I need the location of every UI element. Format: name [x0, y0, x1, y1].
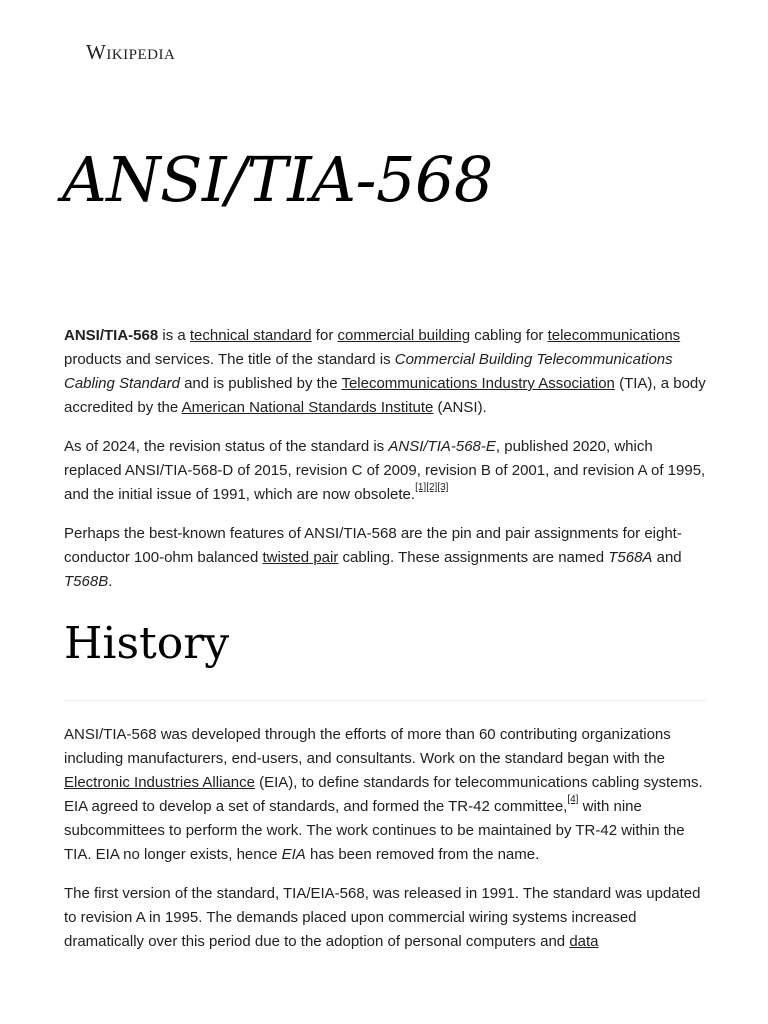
citation-group [415, 482, 448, 493]
text-span: (EIA), to define standards for telecommunications cabling systems. EIA agreed to develop a set of standards, and formed the TR-42 committee, [64, 774, 703, 815]
t568b-italic: T568B [64, 573, 109, 590]
citation-link-2[interactable]: [2] [426, 482, 438, 493]
text-span: and [652, 549, 682, 566]
text-span: . [108, 573, 113, 590]
text-span: for [311, 327, 338, 344]
link-electronic-industries-alliance[interactable]: Electronic Industries Alliance [64, 774, 255, 791]
text-span: with nine subcommittees to perform the work. The work continues to be maintained by TR-42 within the TIA. EIA no longer exists, hence [64, 798, 685, 863]
citation-link-1[interactable]: [1] [415, 482, 427, 493]
intro-paragraph-3 [64, 522, 706, 594]
section-heading-history: History [64, 616, 706, 701]
text-span: The first version of the standard, TIA/EIA-568, was released in 1991. The standard was updated to revision A in 1995. The demands placed upon commercial wiring systems increased dramatically over this period due to the adoption of personal computers and [64, 885, 701, 950]
article-content [64, 324, 706, 969]
link-data[interactable]: data [569, 933, 599, 950]
link-tia[interactable]: Telecommunications Industry Association [341, 375, 615, 392]
citation-group [567, 794, 578, 805]
text-span: has been removed from the name. [305, 846, 540, 863]
text-span: (TIA), a body accredited by the [64, 375, 706, 416]
eia-italic: EIA [281, 846, 306, 863]
citation-link-3[interactable]: [3] [437, 482, 449, 493]
intro-paragraph-1 [64, 324, 706, 420]
citation-link-4[interactable]: [4] [567, 794, 579, 805]
text-span: cabling for [470, 327, 548, 344]
article-subject-bold: ANSI/TIA-568 [64, 327, 159, 344]
link-ansi[interactable]: American National Standards Institute [181, 399, 434, 416]
text-span: is a [158, 327, 190, 344]
link-telecommunications[interactable]: telecommunications [547, 327, 681, 344]
standard-title-italic: Commercial Building Telecommunications Cabling Standard [64, 351, 673, 392]
text-span: cabling. These assignments are named [338, 549, 609, 566]
history-section-body [64, 723, 706, 954]
text-span: products and services. The title of the standard is [64, 351, 395, 368]
link-technical-standard[interactable]: technical standard [189, 327, 312, 344]
revision-italic: ANSI/TIA-568-E [388, 438, 496, 455]
text-span: Perhaps the best-known features of ANSI/TIA-568 are the pin and pair assignments for eight-conductor 100-ohm balanced [64, 525, 682, 566]
wikipedia-wordmark[interactable]: Wikipedia [86, 40, 176, 64]
link-twisted-pair[interactable]: twisted pair [262, 549, 339, 566]
history-paragraph-2 [64, 882, 706, 954]
t568a-italic: T568A [608, 549, 653, 566]
history-paragraph-1 [64, 723, 706, 867]
text-span: As of 2024, the revision status of the standard is [64, 438, 389, 455]
text-span: and is published by the [179, 375, 342, 392]
text-span: (ANSI). [433, 399, 487, 416]
page-title: ANSI/TIA-568 [62, 143, 493, 216]
intro-paragraph-2 [64, 435, 706, 507]
text-span: , published 2020, which replaced ANSI/TIA-568-D of 2015, revision C of 2009, revision B of 2001, and revision A of 1995, and the initial issue of 1991, which are now obsolete. [64, 438, 706, 503]
link-commercial-building[interactable]: commercial building [337, 327, 471, 344]
text-span: ANSI/TIA-568 was developed through the efforts of more than 60 contributing organizations including manufacturers, end-users, and consultants. Work on the standard began with the [64, 726, 671, 767]
